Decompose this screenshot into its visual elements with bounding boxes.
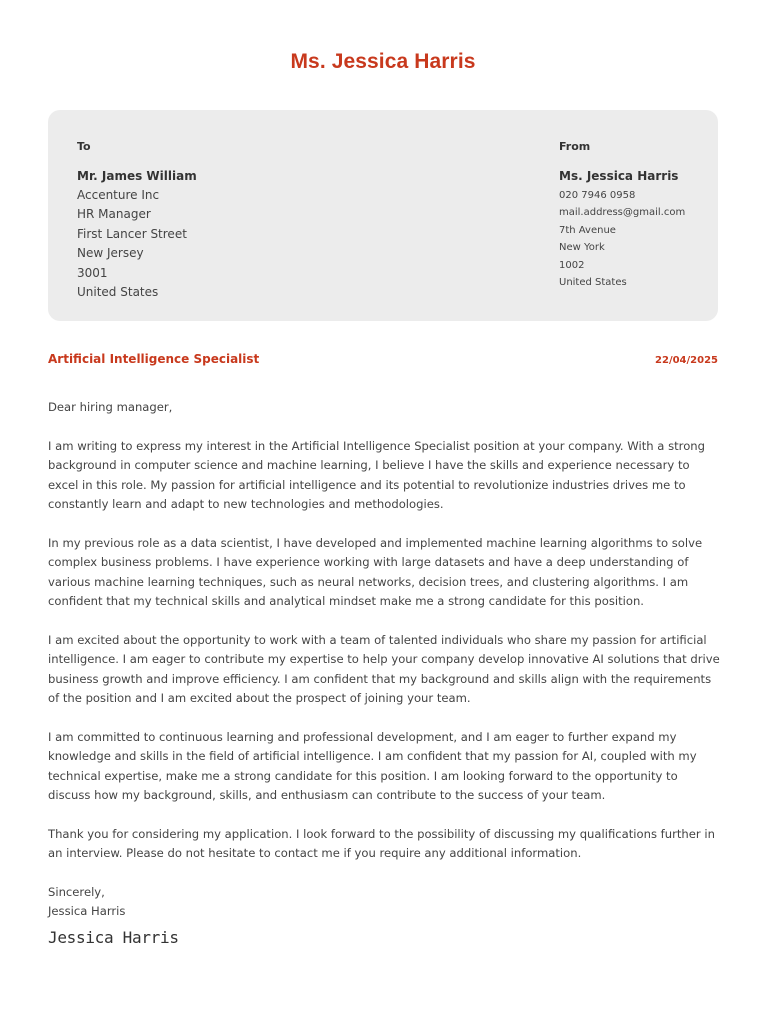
letter-body (48, 398, 720, 947)
sender-line: 1002 (559, 259, 585, 271)
sender-line: 7th Avenue (559, 224, 616, 236)
body-paragraph: I am writing to express my interest in the Artificial Intelligence Specialist position at your company. With a strong background in computer science and machine learning, I believe I have the skills and experience necessary to excel in this role. My passion for artificial intelligence and its potential to revolutionize industries drives me to constantly learn and adapt to new technologies and methodologies. (48, 438, 705, 512)
sender-name: Ms. Jessica Harris (559, 169, 679, 183)
signature: Jessica Harris (48, 927, 179, 947)
letter-date: 22/04/2025 (655, 355, 718, 366)
subject-row (48, 352, 718, 366)
recipient-line: New Jersey (77, 246, 144, 261)
closing-name: Jessica Harris (48, 904, 126, 919)
body-paragraph: I am committed to continuous learning and professional development, and I am eager to further expand my knowledge and skills in the field of artificial intelligence. I am confident that my passion for AI, coupled with my technical expertise, make me a strong candidate for this position. I am looking forward to the opportunity to discuss how my background, skills, and enthusiasm can contribute to the success of your team. (48, 729, 697, 803)
address-block (48, 110, 718, 321)
closing: Sincerely, (48, 885, 105, 900)
body-paragraph: In my previous role as a data scientist, I have developed and implemented machine learning algorithms to solve complex business problems. I have experience working with large datasets and have a deep understanding of various machine learning techniques, such as neural networks, decision trees, and clustering algorithms. I am confident that my technical skills and analytical mindset make me a strong candidate for this position. (48, 535, 703, 609)
sender-email: mail.address@gmail.com (559, 207, 686, 219)
body-paragraph: Thank you for considering my application. I look forward to the possibility of discussing my qualifications further in an interview. Please do not hesitate to contact me if you require any additional information. (48, 826, 715, 861)
recipient-name: Mr. James William (77, 169, 197, 183)
body-paragraph: I am excited about the opportunity to work with a team of talented individuals who share my passion for artificial intelligence. I am eager to contribute my expertise to help your company develop innovative AI solutions that drive business growth and improve efficiency. I am confident that my background and skills align with the requirements of the position and I am excited about the prospect of joining your team. (48, 632, 720, 706)
recipient-address (77, 140, 197, 302)
recipient-line: HR Manager (77, 207, 151, 222)
recipient-line: Accenture Inc (77, 188, 160, 202)
job-title-subject: Artificial Intelligence Specialist (48, 352, 260, 366)
sender-line: United States (559, 277, 627, 289)
sender-phone: 020 7946 0958 (559, 190, 636, 201)
sender-name-heading: Ms. Jessica Harris (290, 50, 476, 73)
salutation: Dear hiring manager, (48, 400, 173, 414)
recipient-line: United States (77, 285, 159, 300)
recipient-line: 3001 (77, 265, 108, 280)
from-label: From (559, 140, 591, 153)
recipient-line: First Lancer Street (77, 226, 187, 241)
sender-address (559, 140, 685, 291)
to-label: To (77, 140, 91, 153)
sender-line: New York (559, 242, 605, 254)
